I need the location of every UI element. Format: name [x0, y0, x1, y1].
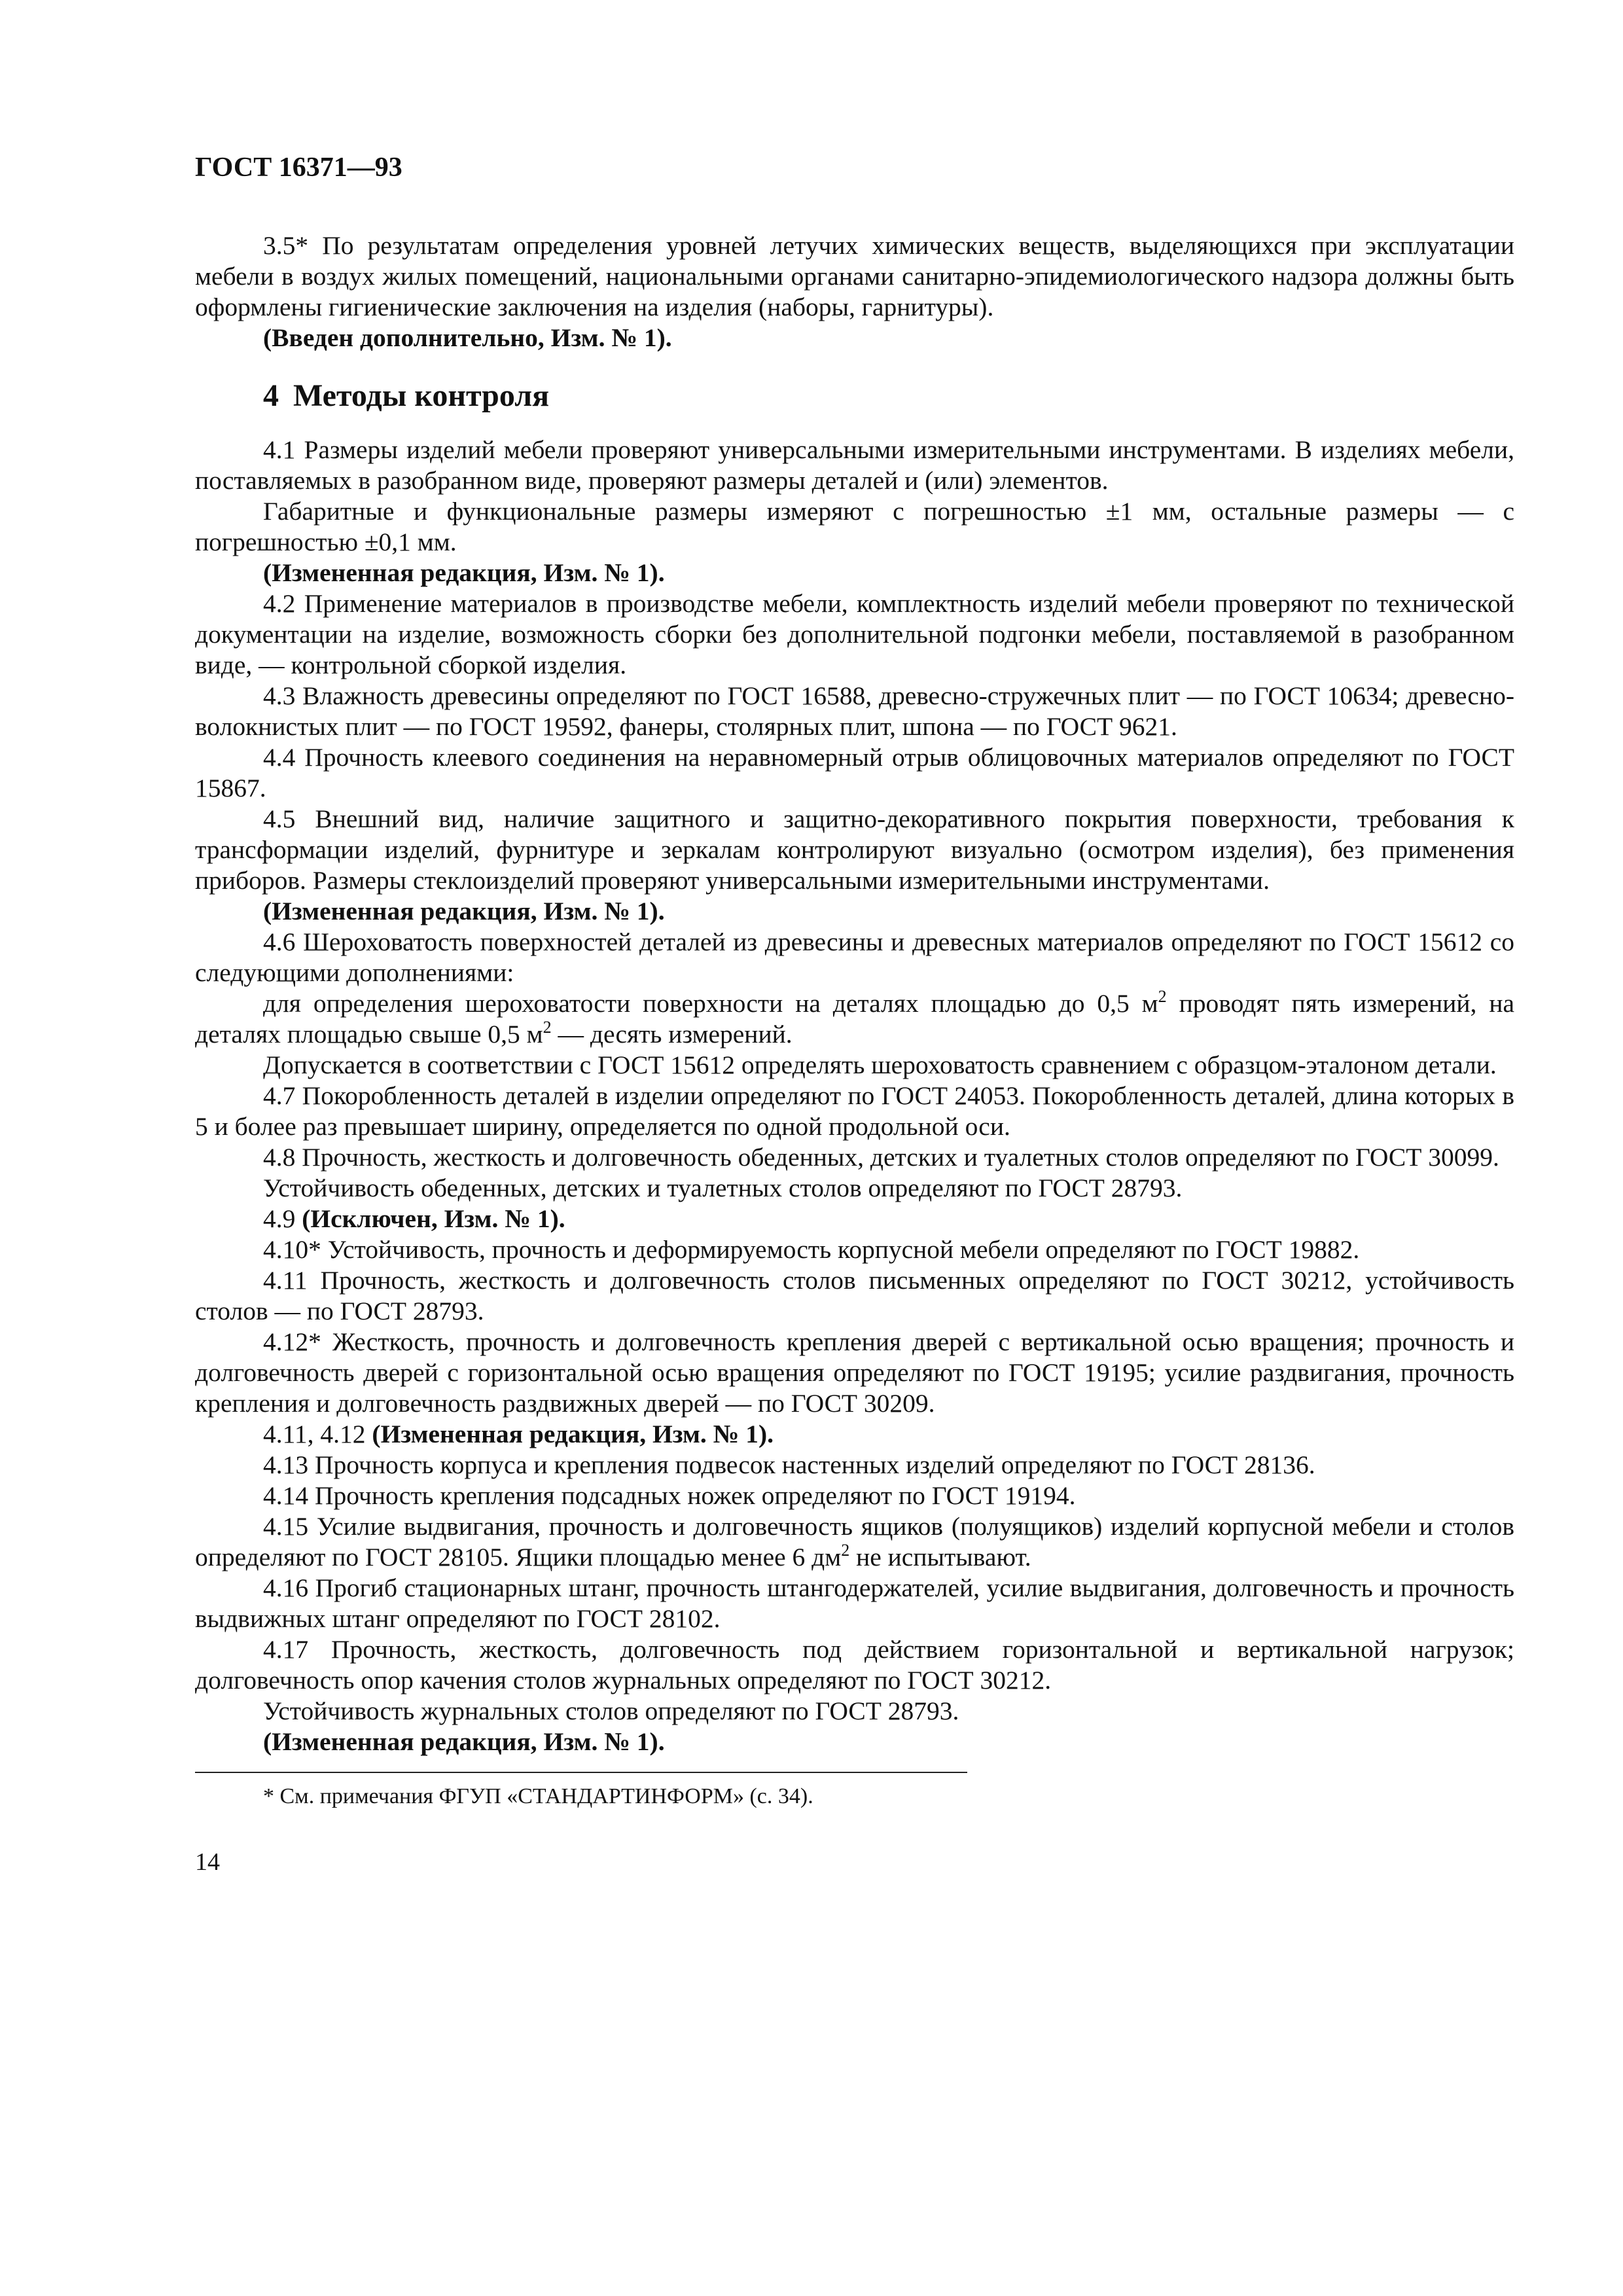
paragraph-4-10: 4.10* Устойчивость, прочность и деформируемость корпусной мебели определяют по ГОСТ 19882.	[263, 1235, 1360, 1264]
amendment-note: (Введен дополнительно, Изм. № 1).	[263, 323, 672, 352]
amendment-note: (Измененная редакция, Изм. № 1).	[263, 558, 665, 587]
paragraph-4-6-comparison: Допускается в соответствии с ГОСТ 15612 определять шероховатость сравнением с образцом-эталоном детали.	[263, 1050, 1497, 1079]
paragraph-4-6-measurements: для определения шероховатости поверхности на деталях площадью до 0,5 $м^2$ проводят пять измерений, на деталях площадью свыше 0,5 $м^2$ — десять измерений.	[195, 987, 1514, 1049]
footnote-divider	[195, 1772, 967, 1773]
paragraph-3-5: 3.5* По результатам определения уровней летучих химических веществ, выделяющихся при эксплуатации мебели в воздух жилых помещений, национальными органами санитарно-эпидемиологического надзора должны быть оформлены гигиенические заключения на изделия (наборы, гарнитуры).	[195, 231, 1514, 321]
paragraph-4-7: 4.7 Покоробленность деталей в изделии определяют по ГОСТ 24053. Покоробленность деталей, длина которых в 5 и более раз превышает ширину, определяется по одной продольной оси.	[195, 1081, 1514, 1141]
paragraph-4-2: 4.2 Применение материалов в производстве мебели, комплектность изделий мебели проверяют по технической документации на изделие, возможность сборки без дополнительной подгонки мебели, поставляемой в разобранном виде, — контрольной сборкой изделия.	[195, 589, 1514, 679]
footnote: * См. примечания ФГУП «СТАНДАРТИНФОРМ» (с. 34).	[263, 1784, 813, 1808]
paragraph-4-8: 4.8 Прочность, жесткость и долговечность обеденных, детских и туалетных столов определяют по ГОСТ 30099.	[263, 1143, 1499, 1172]
section-heading	[195, 377, 1514, 415]
paragraph-4-9: 4.9 (Исключен, Изм. № 1).	[263, 1204, 565, 1233]
paragraph-4-15: 4.15 Усилие выдвигания, прочность и долговечность ящиков (полуящиков) изделий корпусной мебели и столов определяют по ГОСТ 28105. Ящики площадью менее 6 $дм^2$ не испытывают.	[195, 1512, 1514, 1571]
section-title: Методы контроля	[293, 378, 550, 413]
paragraph-4-5: 4.5 Внешний вид, наличие защитного и защитно-декоративного покрытия поверхности, требования к трансформации изделий, фурнитуре и зеркалам контролируют визуально (осмотром изделия), без применения приборов. Размеры стеклоизделий проверяют универсальными измерительными инструментами.	[195, 804, 1514, 895]
paragraph-4-17: 4.17 Прочность, жесткость, долговечность под действием горизонтальной и вертикальной нагрузок; долговечность опор качения столов журнальных определяют по ГОСТ 30212.	[195, 1635, 1514, 1695]
paragraph-4-6: 4.6 Шероховатость поверхностей деталей из древесины и древесных материалов определяют по ГОСТ 15612 со следующими дополнениями:	[195, 927, 1514, 987]
page-number: 14	[195, 1848, 220, 1876]
paragraph-4-11: 4.11 Прочность, жесткость и долговечность столов письменных определяют по ГОСТ 30212, устойчивость столов — по ГОСТ 28793.	[195, 1266, 1514, 1325]
paragraph-4-17-stability: Устойчивость журнальных столов определяют по ГОСТ 28793.	[263, 1696, 959, 1725]
amendment-note: (Измененная редакция, Изм. № 1).	[263, 897, 665, 925]
paragraph-4-4: 4.4 Прочность клеевого соединения на неравномерный отрыв облицовочных материалов определяют по ГОСТ 15867.	[195, 743, 1514, 802]
paragraph-4-1-tolerance: Габаритные и функциональные размеры измеряют с погрешностью ±1 мм, остальные размеры — с погрешностью ±0,1 мм.	[195, 497, 1514, 556]
document-page	[195, 151, 1514, 1876]
paragraph-4-3: 4.3 Влажность древесины определяют по ГОСТ 16588, древесно-стружечных плит — по ГОСТ 10634; древесно-волокнистых плит — по ГОСТ 19592, фанеры, столярных плит, шпона — по ГОСТ 9621.	[195, 681, 1514, 741]
document-code: ГОСТ 16371—93	[195, 152, 402, 183]
paragraph-4-8-stability: Устойчивость обеденных, детских и туалетных столов определяют по ГОСТ 28793.	[263, 1174, 1183, 1202]
paragraph-4-11-4-12-note: 4.11, 4.12 (Измененная редакция, Изм. № 1).	[263, 1420, 774, 1448]
section-number: 4	[263, 378, 279, 413]
paragraph-4-12: 4.12* Жесткость, прочность и долговечность крепления дверей с вертикальной осью вращения; прочность и долговечность дверей с горизонтальной осью вращения определяют по ГОСТ 19195; усилие раздвигания, прочность крепления и долговечность раздвижных дверей — по ГОСТ 30209.	[195, 1327, 1514, 1418]
paragraph-4-1: 4.1 Размеры изделий мебели проверяют универсальными измерительными инструментами. В изделиях мебели, поставляемых в разобранном виде, проверяют размеры деталей и (или) элементов.	[195, 435, 1514, 495]
paragraph-4-13: 4.13 Прочность корпуса и крепления подвесок настенных изделий определяют по ГОСТ 28136.	[263, 1450, 1315, 1479]
paragraph-4-16: 4.16 Прогиб стационарных штанг, прочность штангодержателей, усилие выдвигания, долговечность и прочность выдвижных штанг определяют по ГОСТ 28102.	[195, 1573, 1514, 1633]
paragraph-4-14: 4.14 Прочность крепления подсадных ножек определяют по ГОСТ 19194.	[263, 1481, 1076, 1510]
amendment-note: (Измененная редакция, Изм. № 1).	[263, 1727, 665, 1756]
